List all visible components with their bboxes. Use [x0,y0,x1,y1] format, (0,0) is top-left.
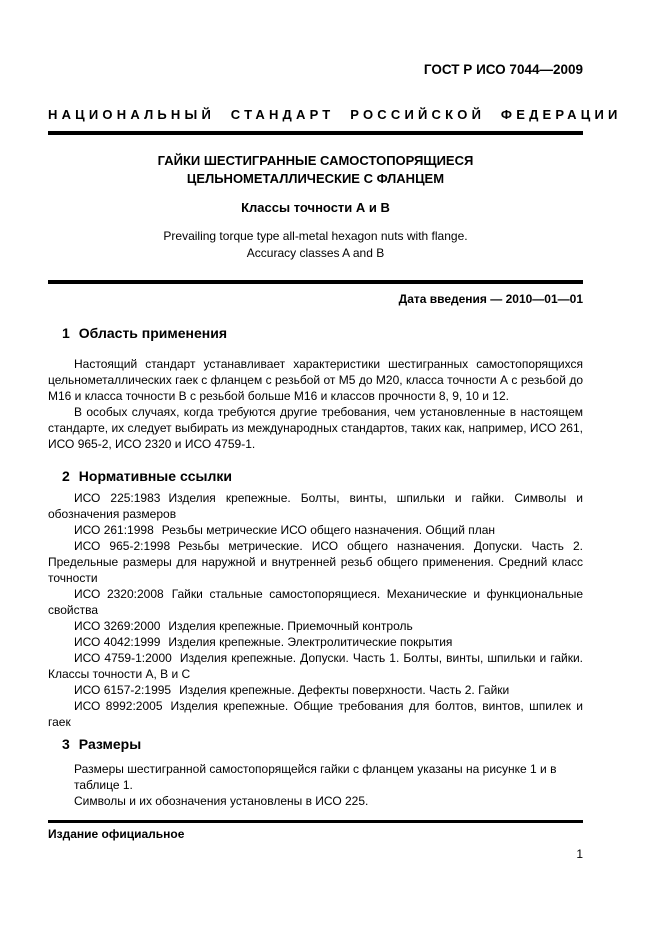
section-2-heading-text: Нормативные ссылки [78,468,232,484]
official-edition-label: Издание официальное [48,827,185,841]
reference-item [48,618,583,634]
reference-code: ИСО 8992:2005 [74,699,163,713]
title-ru-line-2: ЦЕЛЬНОМЕТАЛЛИЧЕСКИЕ С ФЛАНЦЕМ [186,171,445,186]
reference-code: ИСО 261:1998 [74,523,154,537]
title-block [48,152,583,262]
reference-code: ИСО 4759-1:2000 [74,651,172,665]
reference-title: Резьбы метрические. ИСО общего назначения. Допуски. Часть 2. Предельные размеры для наружной и внутренней резьб общего применения. Средний класс точности [48,539,583,585]
reference-title: Изделия крепежные. Общие требования для болтов, винтов, шпилек и гаек [48,699,583,729]
introduction-date: Дата введения — 2010—01—01 [398,292,583,306]
document-title-ru [48,152,583,188]
reference-item [48,490,583,522]
section-1-paragraph-1: Настоящий стандарт устанавливает характеристики шестигранных самостопорящихся цельнометаллических гаек с фланцем с резьбой от М5 до М20, класса точности А с резьбой до М16 и класса точности В с резьбой больше М16 и классов прочности 8, 9, 10 и 12. [48,357,583,403]
reference-title: Изделия крепежные. Болты, винты, шпильки и гайки. Символы и обозначения размеров [48,491,583,521]
reference-title: Изделия крепежные. Электролитические покрытия [168,635,453,649]
title-en-line-2: Accuracy classes A and B [246,246,385,260]
title-en-line-1: Prevailing torque type all-metal hexagon nuts with flange. [163,229,468,243]
section-3-line-2: Символы и их обозначения установлены в ИСО 225. [74,794,369,808]
reference-item [48,538,583,586]
horizontal-rule-middle [48,280,583,284]
page-number: 1 [576,847,583,861]
horizontal-rule-top [48,131,583,135]
section-2-number: 2 [62,468,70,484]
section-1-number: 1 [62,325,70,341]
section-3-line-1: Размеры шестигранной самостопорящейся гайки с фланцем указаны на рисунке 1 и в таблице 1. [74,762,557,792]
section-3-heading [62,736,583,752]
reference-item [48,634,583,650]
reference-code: ИСО 6157-2:1995 [74,683,172,697]
reference-item [48,682,583,698]
reference-title: Изделия крепежные. Приемочный контроль [168,619,413,633]
reference-code: ИСО 965-2:1998 [74,539,171,553]
reference-item [48,650,583,682]
document-title-en [48,228,583,262]
section-3-number: 3 [62,736,70,752]
section-3-heading-text: Размеры [78,736,142,752]
reference-item [48,522,583,538]
reference-title: Гайки стальные самостопорящиеся. Механические и функциональные свойства [48,587,583,617]
reference-code: ИСО 4042:1999 [74,635,161,649]
reference-title: Изделия крепежные. Дефекты поверхности. Часть 2. Гайки [179,683,510,697]
reference-item [48,586,583,618]
accuracy-classes-subtitle: Классы точности А и В [241,200,390,215]
section-1-heading [62,325,583,341]
reference-title: Резьбы метрические ИСО общего назначения. Общий план [161,523,496,537]
normative-references-list [48,490,583,730]
section-2-heading [62,468,583,484]
reference-code: ИСО 225:1983 [74,491,161,505]
document-code: ГОСТ Р ИСО 7044—2009 [423,62,583,77]
reference-title: Изделия крепежные. Допуски. Часть 1. Болты, винты, шпильки и гайки. Классы точности А, В и С [48,651,583,681]
reference-item [48,698,583,730]
title-ru-line-1: ГАЙКИ ШЕСТИГРАННЫЕ САМОСТОПОРЯЩИЕСЯ [157,153,474,168]
reference-code: ИСО 3269:2000 [74,619,161,633]
national-standard-banner: НАЦИОНАЛЬНЫЙ СТАНДАРТ РОССИЙСКОЙ ФЕДЕРАЦИИ [48,107,622,122]
section-1-paragraph-2: В особых случаях, когда требуются другие требования, чем установленные в настоящем стандарте, их следует выбирать из международных стандартов, таких как, например, ИСО 261, ИСО 965-2, ИСО 2320 и ИСО 4759-1. [48,405,583,451]
footer-rule [48,820,583,823]
section-1-heading-text: Область применения [78,325,228,341]
reference-code: ИСО 2320:2008 [74,587,164,601]
